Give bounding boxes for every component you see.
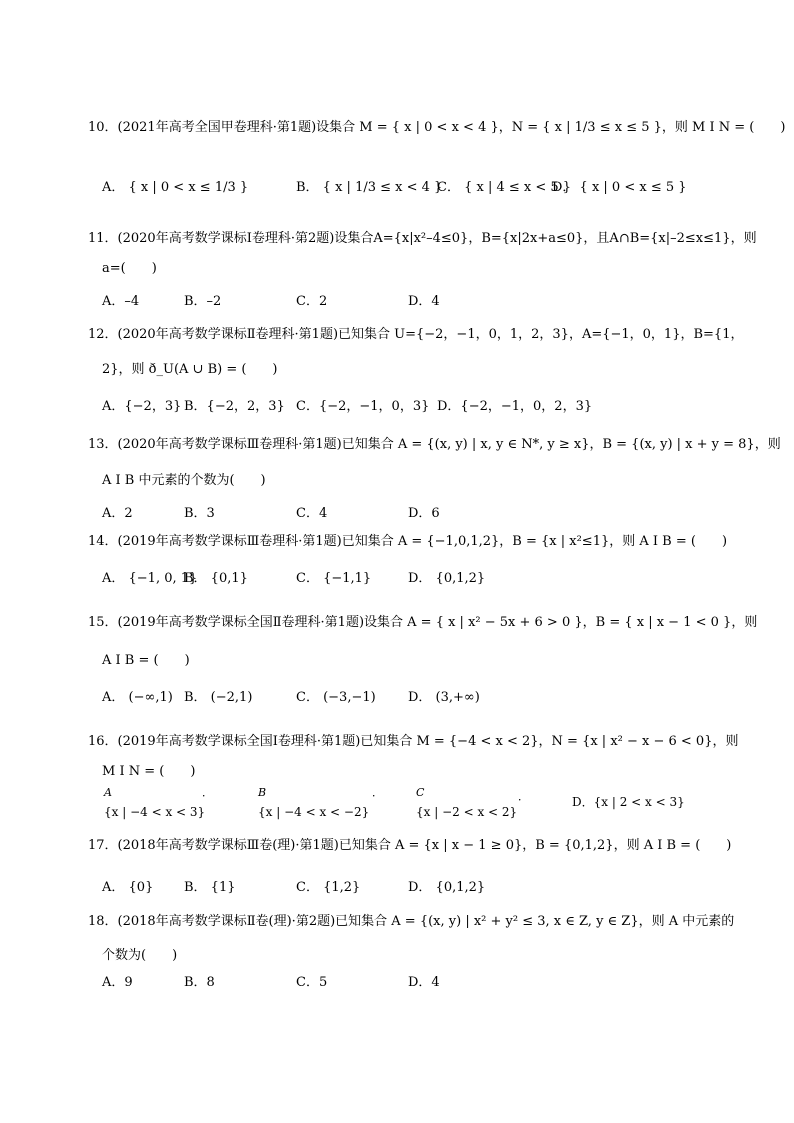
question-number: 10．: [88, 120, 118, 135]
question-text: (2021年高考全国甲卷理科·第1题)设集合 M = { x | 0 < x < 4 }，N = { x | 1/3 ≤ x ≤ 5 }，则 M I N = ( ): [117, 120, 786, 135]
question-10-stem: [88, 118, 785, 138]
question-text: (2020年高考数学课标Ⅰ卷理科·第2题)设集合A={x|x²–4≤0}，B={x|2x+a≤0}，且A∩B={x|–2≤x≤1}，则: [117, 231, 757, 246]
question-text: (2019年高考数学课标全国Ⅰ卷理科·第1题)已知集合 M = {−4 < x < 2}，N = {x | x² − x − 6 < 0}，则: [117, 734, 739, 749]
q13-option-b: B．3: [184, 506, 215, 521]
q12-option-d: D．{−2，−1，0，2，3}: [437, 399, 593, 414]
question-text: (2020年高考数学课标Ⅱ卷理科·第1题)已知集合 U={−2，−1，0，1，2，3}，A={−1，0，1}，B={1，: [117, 327, 744, 342]
q16-option-d: D．{x | 2 < x < 3}: [572, 795, 685, 809]
q17-option-b: B． {1}: [184, 880, 236, 895]
q10-option-c: C． { x | 4 ≤ x < 5 }: [437, 180, 572, 195]
question-15-stem: [88, 613, 757, 633]
question-text: (2019年高考数学课标全国Ⅱ卷理科·第1题)设集合 A = { x | x² − 5x + 6 > 0 }，B = { x | x − 1 < 0 }，则: [117, 615, 758, 630]
question-16-stem: [88, 732, 738, 752]
question-11-stem: [88, 229, 757, 249]
q17-option-a: A． {0}: [102, 880, 154, 895]
question-text: (2020年高考数学课标Ⅲ卷理科·第1题)已知集合 A = {(x, y) | x, y ∈ N*, y ≥ x}，B = {(x, y) | x + y = 8}，则: [117, 437, 781, 452]
q14-option-a: A． {−1, 0, 1}: [102, 571, 198, 586]
question-12-stem: [88, 325, 743, 345]
question-11-stem-cont: a=( ): [102, 261, 157, 276]
q13-option-c: C．4: [296, 506, 328, 521]
q11-option-b: B．–2: [184, 294, 222, 309]
q17-option-c: C． {1,2}: [296, 880, 361, 895]
question-text: (2018年高考数学课标Ⅱ卷(理)·第2题)已知集合 A = {(x, y) | x² + y² ≤ 3, x ∈ Z, y ∈ Z}，则 A 中元素的: [117, 914, 735, 929]
q12-option-c: C．{−2，−1，0，3}: [296, 399, 430, 414]
q16-option-c-letter: C: [416, 786, 425, 799]
question-number: 13．: [88, 437, 118, 452]
q13-option-d: D．6: [408, 506, 440, 521]
q18-option-a: A．9: [102, 975, 133, 990]
question-16-stem-cont: M I N = ( ): [102, 764, 196, 779]
q10-option-b: B． { x | 1/3 ≤ x < 4 }: [296, 180, 443, 195]
question-text: (2018年高考数学课标Ⅲ卷(理)·第1题)已知集合 A = {x | x − 1 ≥ 0}，B = {0,1,2}，则 A I B = ( ): [117, 838, 732, 853]
question-number: 15．: [88, 615, 118, 630]
question-17-stem: [88, 836, 731, 856]
q15-option-d: D． (3,+∞): [408, 690, 480, 705]
q11-option-d: D．4: [408, 294, 440, 309]
question-number: 11．: [88, 231, 118, 246]
q16-option-a-set: {x | −4 < x < 3}: [104, 805, 206, 819]
question-15-stem-cont: A I B = ( ): [102, 653, 190, 668]
q15-option-c: C． (−3,−1): [296, 690, 376, 705]
q12-option-a: A．{−2，3}: [102, 399, 182, 414]
q14-option-b: B． {0,1}: [184, 571, 248, 586]
q18-option-b: B．8: [184, 975, 215, 990]
q10-option-d: D． { x | 0 < x ≤ 5 }: [552, 180, 687, 195]
q13-option-a: A．2: [102, 506, 133, 521]
q16-option-c-set: {x | −2 < x < 2}: [416, 805, 518, 819]
q18-option-d: D．4: [408, 975, 440, 990]
question-number: 17．: [88, 838, 118, 853]
question-number: 14．: [88, 534, 118, 549]
question-text: (2019年高考数学课标Ⅲ卷理科·第1题)已知集合 A = {−1,0,1,2}，B = {x | x²≤1}，则 A I B = ( ): [117, 534, 728, 549]
q16-option-a-dot: ．: [202, 786, 213, 799]
question-number: 12．: [88, 327, 118, 342]
q11-option-c: C．2: [296, 294, 328, 309]
question-14-stem: [88, 532, 727, 552]
q17-option-d: D． {0,1,2}: [408, 880, 486, 895]
question-number: 18．: [88, 914, 118, 929]
q14-option-d: D． {0,1,2}: [408, 571, 486, 586]
question-18-stem: [88, 912, 734, 932]
q16-option-b-dot: ．: [372, 786, 383, 799]
q16-option-c-dot: ．: [518, 790, 529, 803]
question-13-stem-cont: A I B 中元素的个数为( ): [102, 473, 266, 488]
question-12-stem-cont: 2}，则 ð_U(A ∪ B) = ( ): [102, 362, 278, 377]
q16-option-a-letter: A: [104, 786, 112, 799]
q11-option-a: A．–4: [102, 294, 140, 309]
q15-option-b: B． (−2,1): [184, 690, 253, 705]
q12-option-b: B．{−2，2，3}: [184, 399, 285, 414]
q14-option-c: C． {−1,1}: [296, 571, 372, 586]
q18-option-c: C．5: [296, 975, 328, 990]
q10-option-a: A． { x | 0 < x ≤ 1/3 }: [102, 180, 249, 195]
q15-option-a: A． (−∞,1): [102, 690, 173, 705]
question-number: 16．: [88, 734, 118, 749]
question-18-stem-cont: 个数为( ): [102, 948, 178, 963]
q16-option-b-letter: B: [258, 786, 267, 799]
q16-option-b-set: {x | −4 < x < −2}: [258, 805, 370, 819]
question-13-stem: [88, 435, 781, 455]
